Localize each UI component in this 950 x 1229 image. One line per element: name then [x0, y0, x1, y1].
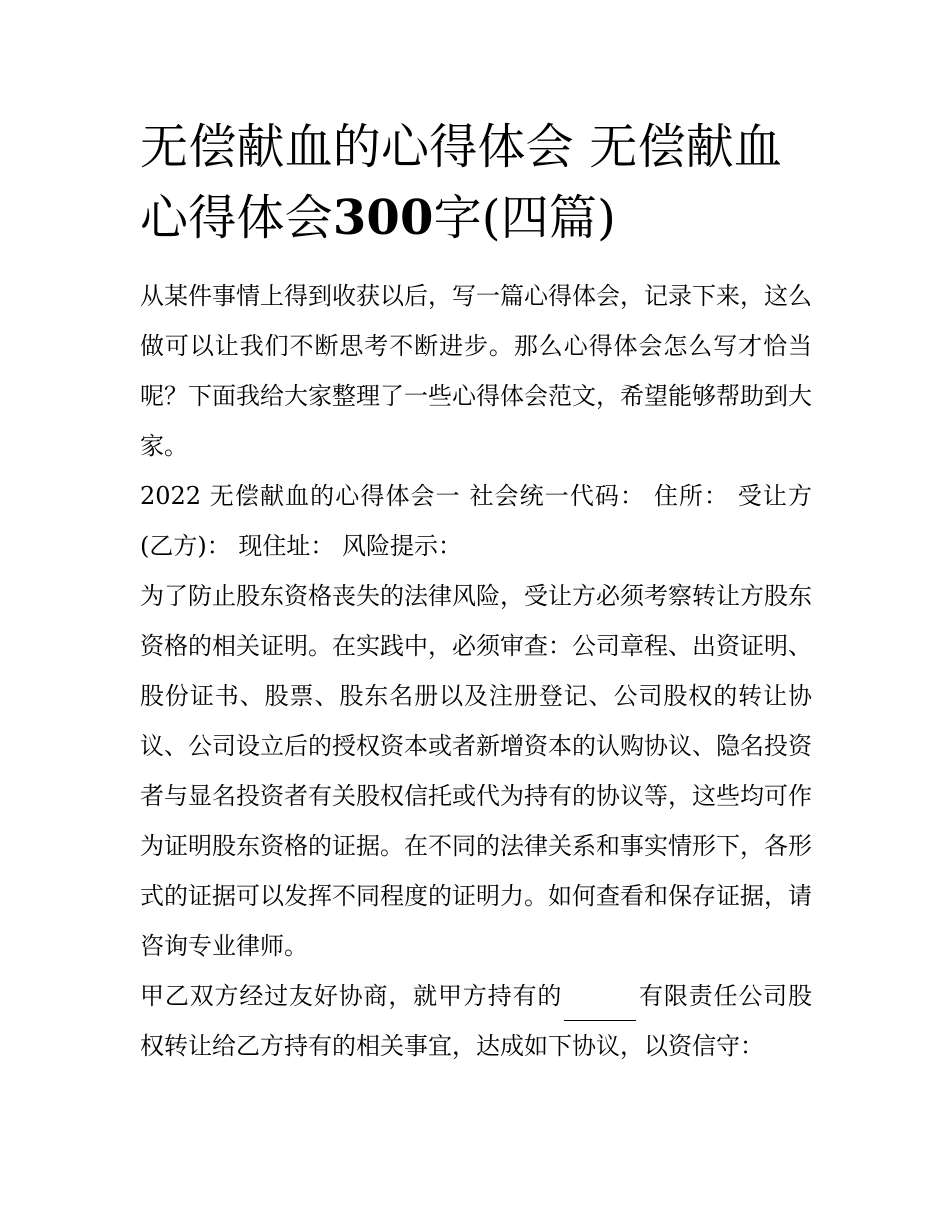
document-title — [140, 112, 812, 254]
title-text-part2: 字(四篇) — [433, 190, 617, 246]
document-content — [140, 112, 812, 1071]
agreement-paragraph — [140, 971, 812, 1071]
intro-paragraph: 从某件事情上得到收获以后，写一篇心得体会，记录下来，这么做可以让我们不断思考不断进步。那么心得体会怎么写才恰当呢？下面我给大家整理了一些心得体会范文，希望能够帮助到大家。 — [140, 282, 812, 460]
company-name-blank — [564, 993, 636, 1021]
agreement-text-before-blank: 甲乙双方经过友好协商，就甲方持有的 — [140, 982, 563, 1010]
title-number: 300 — [332, 190, 434, 246]
section-heading-paragraph: 2022 无偿献血的心得体会一 社会统一代码： 住所： 受让方(乙方)： 现住址： 风险提示： — [140, 482, 812, 560]
agreement-text-after-blank: 有限责任公司股权转让给乙方持有的相关事宜，达成如下协议，以资信守： — [140, 982, 813, 1060]
document-body — [140, 271, 812, 1071]
risk-notice-paragraph: 为了防止股东资格丧失的法律风险，受让方必须考察转让方股东资格的相关证明。在实践中，必须审查：公司章程、出资证明、股份证书、股票、股东名册以及注册登记、公司股权的转让协议、公司设立后的授权资本或者新增资本的认购协议、隐名投资者与显名投资者有关股权信托或代为持有的协议等，这些均可作为证明股东资格的证据。在不同的法律关系和事实情形下，各形式的证据可以发挥不同程度的证明力。如何查看和保存证据，请咨询专业律师。 — [140, 582, 812, 960]
title-text-part1: 无偿献血的心得体会 无偿献血心得体会 — [140, 119, 783, 246]
